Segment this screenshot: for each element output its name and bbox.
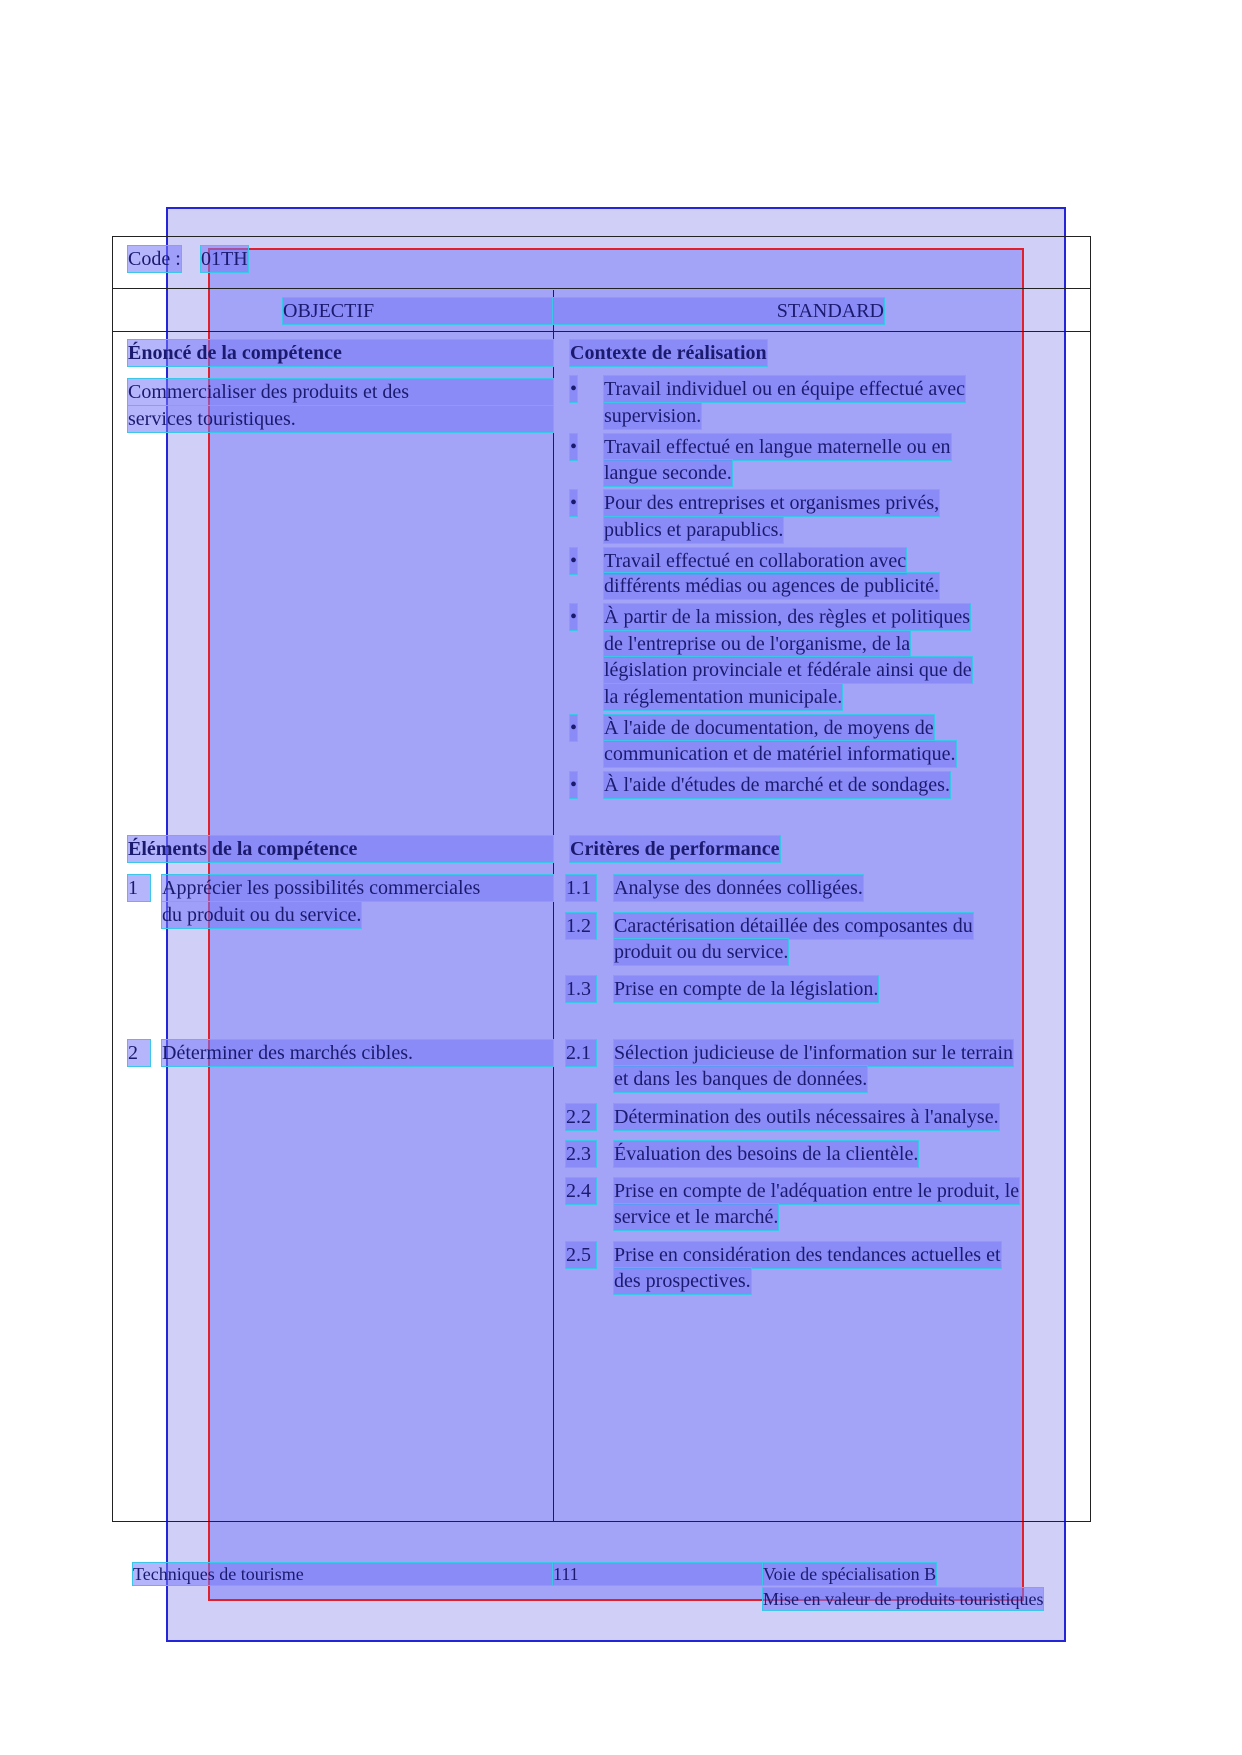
critere-line: Analyse des données colligées. <box>614 877 863 899</box>
contexte-item-line: publics et parapublics. <box>604 519 784 541</box>
critere-line: Évaluation des besoins de la clientèle. <box>614 1143 919 1165</box>
critere-line: Caractérisation détaillée des composantes du <box>614 915 973 937</box>
element-line: Apprécier les possibilités commerciales <box>162 875 553 901</box>
divider-header <box>112 288 1091 289</box>
critere-line: service et le marché. <box>614 1206 779 1228</box>
contexte-bullet: • <box>570 717 578 739</box>
contexte-item-line: Travail effectué en collaboration avec <box>604 550 907 572</box>
critere-line: Détermination des outils nécessaires à l'analyse. <box>614 1106 999 1128</box>
contexte-item-line: À l'aide de documentation, de moyens de <box>604 717 934 739</box>
critere-number: 2.2 <box>566 1104 596 1130</box>
critere-line: des prospectives. <box>614 1270 751 1292</box>
critere-line: Prise en compte de l'adéquation entre le produit, le <box>614 1180 1020 1202</box>
footer-program: Techniques de tourisme <box>133 1563 553 1585</box>
divider-columns <box>112 331 1091 332</box>
footer-track: Voie de spécialisation B <box>763 1564 937 1584</box>
enonce-heading: Énoncé de la compétence <box>128 340 553 366</box>
contexte-item-line: communication et de matériel informatique. <box>604 743 956 765</box>
element-number: 2 <box>128 1040 150 1066</box>
critere-line: et dans les banques de données. <box>614 1068 868 1090</box>
contexte-bullet: • <box>570 492 578 514</box>
critere-number: 2.3 <box>566 1141 596 1167</box>
enonce-line: Commercialiser des produits et des <box>128 379 553 405</box>
contexte-item-line: législation provinciale et fédérale ainsi que de <box>604 659 972 681</box>
contexte-item-line: Travail individuel ou en équipe effectué avec <box>604 378 965 400</box>
contexte-item-line: différents médias ou agences de publicité. <box>604 575 940 597</box>
contexte-item-line: À l'aide d'études de marché et de sondages. <box>604 774 950 796</box>
contexte-item-line: À partir de la mission, des règles et politiques <box>604 606 971 628</box>
code-value: 01TH <box>201 248 248 270</box>
contexte-heading: Contexte de réalisation <box>570 342 767 364</box>
contexte-item-line: de l'entreprise ou de l'organisme, de la <box>604 633 911 655</box>
element-line: Déterminer des marchés cibles. <box>162 1040 553 1066</box>
contexte-item-line: la réglementation municipale. <box>604 686 843 708</box>
contexte-bullet: • <box>570 550 578 572</box>
contexte-bullet: • <box>570 774 578 796</box>
contexte-item-line: langue seconde. <box>604 462 732 484</box>
critere-number: 2.4 <box>566 1178 596 1204</box>
critere-line: Prise en compte de la législation. <box>614 978 879 1000</box>
critere-number: 1.1 <box>566 875 596 901</box>
contexte-bullet: • <box>570 606 578 628</box>
element-number: 1 <box>128 875 150 901</box>
footer-module: Mise en valeur de produits touristiques <box>763 1589 1044 1609</box>
contexte-bullet: • <box>570 378 578 400</box>
elements-heading: Éléments de la compétence <box>128 836 553 862</box>
critere-number: 2.1 <box>566 1040 596 1066</box>
column-header-objectif: OBJECTIF <box>283 298 553 324</box>
critere-number: 1.3 <box>566 976 596 1002</box>
critere-line: Prise en considération des tendances actuelles et <box>614 1244 1001 1266</box>
column-divider <box>553 290 554 1522</box>
contexte-bullet: • <box>570 436 578 458</box>
critere-line: Sélection judicieuse de l'information sur le terrain <box>614 1042 1014 1064</box>
column-header-standard: STANDARD <box>553 298 884 324</box>
criteres-heading: Critères de performance <box>570 838 780 860</box>
critere-number: 2.5 <box>566 1242 596 1268</box>
contexte-item-line: Travail effectué en langue maternelle ou en <box>604 436 951 458</box>
critere-line: produit ou du service. <box>614 941 789 963</box>
critere-number: 1.2 <box>566 913 596 939</box>
footer-page-number: 111 <box>553 1563 763 1585</box>
contexte-item-line: supervision. <box>604 405 702 427</box>
element-line: du produit ou du service. <box>162 904 362 926</box>
enonce-line: services touristiques. <box>128 406 553 432</box>
contexte-item-line: Pour des entreprises et organismes privés, <box>604 492 940 514</box>
code-label: Code : <box>128 248 181 270</box>
